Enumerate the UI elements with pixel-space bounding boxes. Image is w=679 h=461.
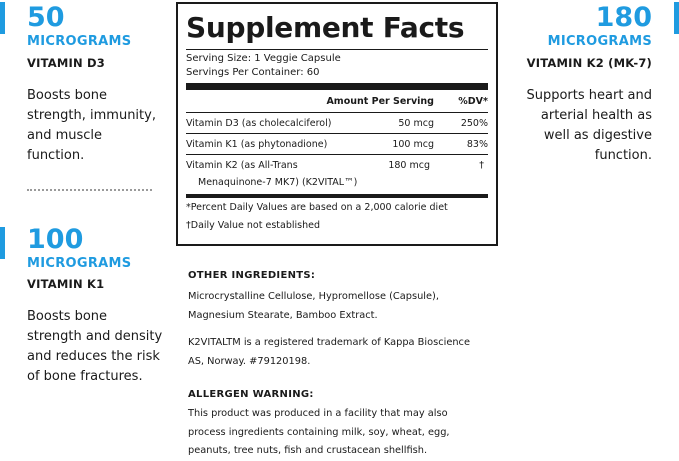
header-dv: %DV* bbox=[458, 95, 488, 107]
k1-accent-bar bbox=[0, 227, 5, 259]
k2-amount: 180 bbox=[595, 2, 652, 33]
allergen-heading: ALLERGEN WARNING: bbox=[188, 389, 314, 400]
k1-unit: MICROGRAMS bbox=[27, 256, 132, 271]
trademark-text: K2VITALTM is a registered trademark of Kappa Bioscience AS, Norway. #79120198. bbox=[188, 337, 470, 367]
d3-name: VITAMIN D3 bbox=[27, 56, 105, 70]
allergen-text: This product was produced in a facility that may also process ingredients containing milk, soy, wheat, egg, peanuts, tree nuts, fish and crustacean shellfish. bbox=[188, 408, 450, 456]
d3-unit: MICROGRAMS bbox=[27, 34, 132, 49]
facts-header-row bbox=[186, 90, 488, 113]
k2-accent-bar bbox=[674, 2, 679, 34]
facts-row-k1: Vitamin K1 (as phytonadione) 100 mcg 83% bbox=[186, 134, 488, 155]
k1-description: Boosts bone strength and density and reduces the risk of bone fractures. bbox=[27, 309, 163, 384]
other-ingredients-text: Microcrystalline Cellulose, Hypromellose (Capsule), Magnesium Stearate, Bamboo Extract. bbox=[188, 291, 439, 321]
footnote-dagger: †Daily Value not established bbox=[186, 220, 320, 231]
k1-name: VITAMIN K1 bbox=[27, 277, 105, 291]
d3-description: Boosts bone strength, immunity, and muscle function. bbox=[27, 88, 156, 163]
serving-size: Serving Size: 1 Veggie Capsule bbox=[186, 53, 341, 64]
facts-title: Supplement Facts bbox=[186, 11, 465, 44]
header-amount: Amount Per Serving bbox=[326, 95, 434, 107]
supplement-facts-panel bbox=[176, 2, 498, 246]
facts-row-k2: Vitamin K2 (as All-Trans Menaquinone-7 MK7) (K2VITAL™) 180 mcg † bbox=[186, 160, 484, 188]
d3-amount: 50 bbox=[27, 2, 65, 33]
divider-dots bbox=[27, 189, 152, 191]
facts-row-d3: Vitamin D3 (as cholecalciferol) 50 mcg 250% bbox=[186, 113, 488, 134]
k2-unit: MICROGRAMS bbox=[547, 34, 652, 49]
other-ingredients-heading: OTHER INGREDIENTS: bbox=[188, 270, 316, 281]
d3-accent-bar bbox=[0, 2, 5, 34]
footnote-dv: *Percent Daily Values are based on a 2,000 calorie diet bbox=[186, 202, 448, 213]
k2-description: Supports heart and arterial health as well as digestive function. bbox=[526, 88, 652, 163]
k1-amount: 100 bbox=[27, 224, 84, 255]
k2-name: VITAMIN K2 (MK-7) bbox=[526, 56, 652, 70]
servings-per-container: Servings Per Container: 60 bbox=[186, 67, 320, 78]
medium-rule bbox=[186, 194, 488, 198]
thick-rule bbox=[186, 83, 488, 90]
